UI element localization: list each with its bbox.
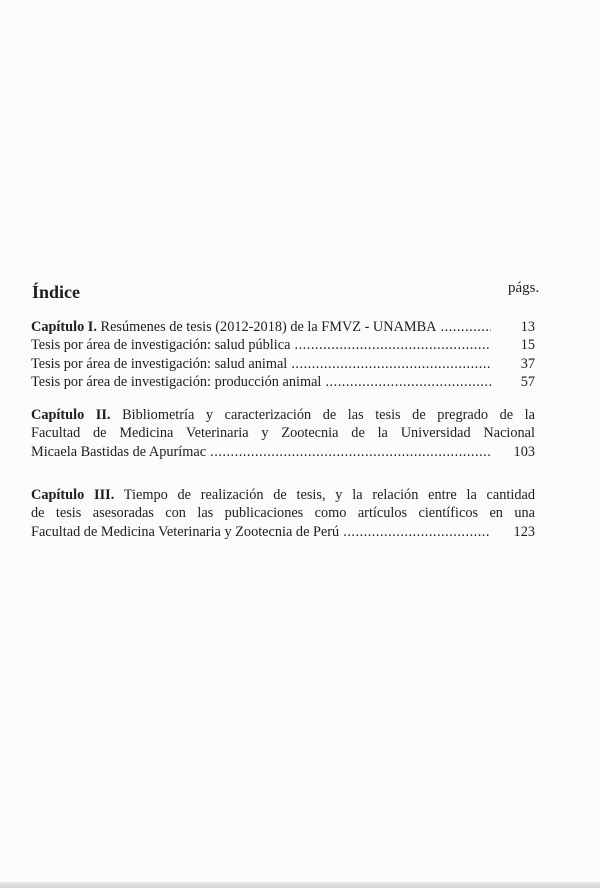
page-number: 13 xyxy=(520,319,535,335)
chapter-2-block xyxy=(31,406,535,461)
chapter-3-block xyxy=(31,486,535,541)
section-title: Tesis por área de investigación: salud animal ..... xyxy=(31,355,491,373)
toc-entry-chapter-2 xyxy=(31,443,535,461)
toc-entry-chapter-1 xyxy=(31,318,535,336)
page-number: 57 xyxy=(520,373,535,390)
chapter-label: Capítulo III. xyxy=(31,487,115,503)
toc-entry-section xyxy=(31,336,535,354)
chapter-1-block xyxy=(31,318,535,391)
chapter-title: Resúmenes de tesis (2012-2018) de la FMVZ - UNAMBA xyxy=(100,319,437,335)
chapter-label: Capítulo I. xyxy=(31,319,97,335)
index-title: Índice xyxy=(32,282,81,302)
chapter-title-part: Bibliometría y caracterización de las tesis de pregrado de la xyxy=(122,407,535,423)
section-title: Tesis por área de investigación: producción animal ..... xyxy=(31,373,491,391)
toc-entry-section xyxy=(31,355,535,373)
chapter-label: Capítulo II. xyxy=(31,407,111,423)
page-number: 123 xyxy=(513,523,535,540)
scan-edge-shadow xyxy=(0,882,600,888)
section-title: Tesis por área de investigación: salud pública ..... xyxy=(31,336,491,354)
toc-entry-section xyxy=(31,373,535,391)
chapter-title-part: Tiempo de realización de tesis, y la relación entre la cantidad xyxy=(123,487,535,503)
page-number: 37 xyxy=(520,355,535,372)
page-number: 15 xyxy=(520,337,535,354)
chapter-title-part: Facultad de Medicina Veterinaria y Zootecnia de Perú ..... xyxy=(31,523,491,541)
chapter-2-line-2: Facultad de Medicina Veterinaria y Zootecnia de la Universidad Nacional xyxy=(31,425,535,442)
toc-entry-text xyxy=(31,318,491,336)
pages-column-label: págs. xyxy=(508,280,540,296)
chapter-3-line-2: de tesis asesoradas con las publicaciones como artículos científicos en una xyxy=(31,505,535,522)
page-number: 103 xyxy=(513,443,535,460)
toc-entry-chapter-3 xyxy=(31,523,535,541)
chapter-title-part: Micaela Bastidas de Apurímac ..... xyxy=(31,443,491,461)
chapter-3-line-1 xyxy=(31,486,535,504)
chapter-2-line-1 xyxy=(31,406,535,424)
